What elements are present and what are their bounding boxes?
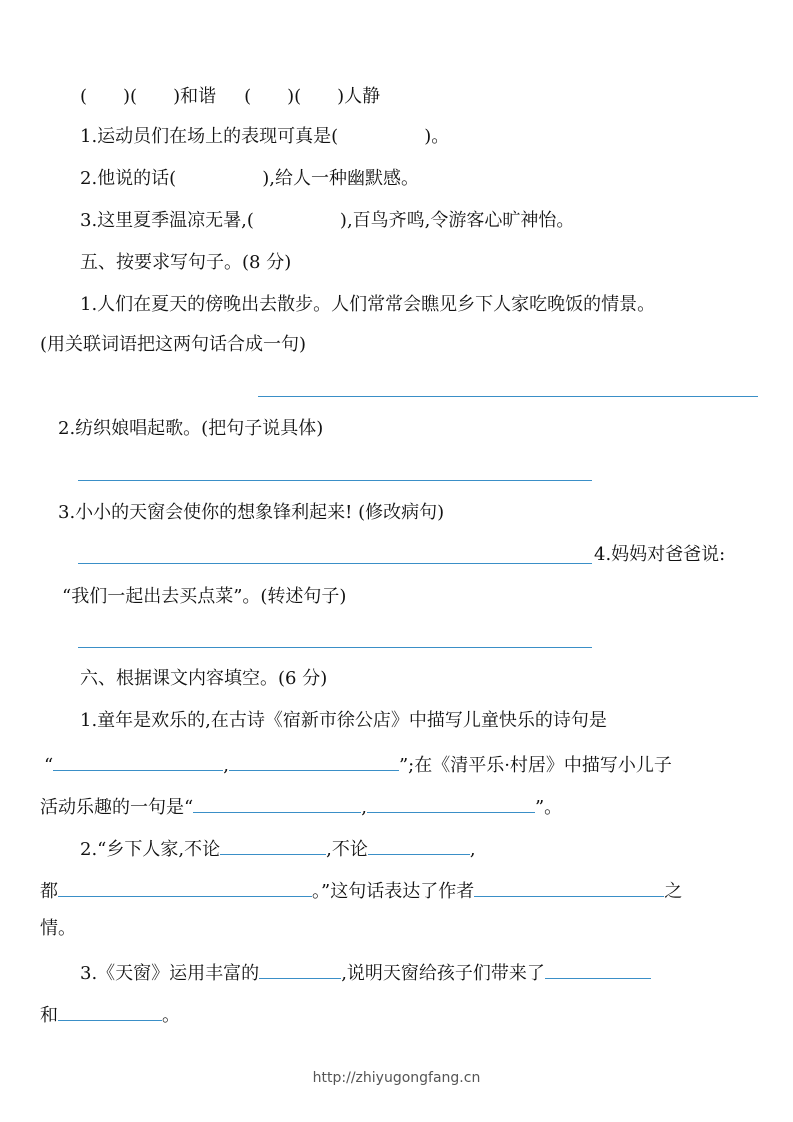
idiom-right: ( )( )人静 (244, 86, 381, 107)
q5-item-1-line2: (用关联词语把这两句话合成一句) (40, 334, 307, 355)
blank-2a[interactable] (220, 834, 326, 855)
q6-item-2-text-e: 。”这句话表达了作者 (312, 881, 475, 902)
answer-line-2[interactable] (78, 480, 592, 481)
q6-item-1-line2 (44, 750, 672, 779)
q6-item-3-text-c: 和 (40, 1005, 58, 1026)
comma: , (469, 839, 476, 860)
q5-item-3: 3.小小的天窗会使你的想象锋利起来! (修改病句) (58, 502, 445, 523)
blank-3b[interactable] (545, 958, 651, 979)
answer-line-3[interactable] (78, 563, 592, 564)
idiom-left: ( )( )和谐 (80, 86, 217, 107)
blank-poem-4[interactable] (367, 792, 535, 813)
q6-item-1-line1: 1.童年是欢乐的,在古诗《宿新市徐公店》中描写儿童快乐的诗句是 (80, 710, 607, 731)
footer-url: http://zhiyugongfang.cn (312, 1070, 481, 1086)
comma: , (361, 797, 367, 818)
q5-item-2: 2.纺织娘唱起歌。(把句子说具体) (58, 418, 324, 439)
q5-item-4-part1: 4.妈妈对爸爸说: (594, 544, 726, 565)
idiom-row (80, 84, 380, 110)
blank-3a[interactable] (259, 958, 341, 979)
q6-item-2-text: 2.“乡下人家,不论 (80, 839, 221, 860)
q5-item-1-line1: 1.人们在夏天的傍晚出去散步。人们常常会瞧见乡下人家吃晚饭的情景。 (80, 294, 656, 315)
q6-item-3-line1 (80, 958, 651, 987)
q6-item-3-line2 (40, 1000, 180, 1029)
blank-poem-3[interactable] (193, 792, 361, 813)
q6-item-3-text-b: ,说明天窗给孩子们带来了 (341, 963, 545, 984)
q6-item-1-end: ”。 (534, 797, 563, 818)
q6-item-2-text-d: 都 (40, 881, 58, 902)
q5-item-4-part2: “我们一起出去买点菜”。(转述句子) (62, 586, 347, 607)
section-5-heading: 五、按要求写句子。(8 分) (80, 252, 292, 273)
sentence-1-text: 1.运动员们在场上的表现可真是( (80, 126, 339, 147)
blank-2c[interactable] (58, 876, 312, 897)
section-6-heading: 六、根据课文内容填空。(6 分) (80, 668, 328, 689)
q6-item-2-text-b: ,不论 (326, 839, 368, 860)
blank-2d[interactable] (474, 876, 664, 897)
q6-item-2-line1 (80, 834, 476, 863)
q6-item-1-line3 (40, 792, 562, 821)
q6-item-2-text-f: 之 (664, 881, 683, 902)
q6-item-2-line3: 情。 (40, 918, 76, 939)
sentence-2 (80, 166, 419, 192)
blank-poem-2[interactable] (229, 750, 399, 771)
blank-2b[interactable] (368, 834, 470, 855)
q6-item-3-end: 。 (162, 1005, 180, 1026)
q6-item-3-text: 3.《天窗》运用丰富的 (80, 963, 260, 984)
answer-line-1[interactable] (258, 396, 758, 397)
sentence-2-end: ),给人一种幽默感。 (262, 168, 419, 189)
sentence-1 (80, 124, 449, 150)
q6-item-1-line3-text: 活动乐趣的一句是“ (40, 797, 194, 818)
sentence-2-text: 2.他说的话( (80, 168, 177, 189)
sentence-3-text: 3.这里夏季温凉无暑,( (80, 210, 254, 231)
sentence-1-end: )。 (424, 126, 450, 147)
q6-item-2-line2 (40, 876, 682, 905)
sentence-3 (80, 208, 574, 234)
sentence-3-end: ),百鸟齐鸣,令游客心旷神怡。 (339, 210, 575, 231)
open-quote: “ (44, 755, 54, 776)
blank-3c[interactable] (58, 1000, 162, 1021)
blank-poem-1[interactable] (53, 750, 223, 771)
q6-item-1-mid: ”;在《清平乐·村居》中描写小儿子 (398, 755, 672, 776)
answer-line-4[interactable] (78, 647, 592, 648)
comma: , (223, 755, 229, 776)
